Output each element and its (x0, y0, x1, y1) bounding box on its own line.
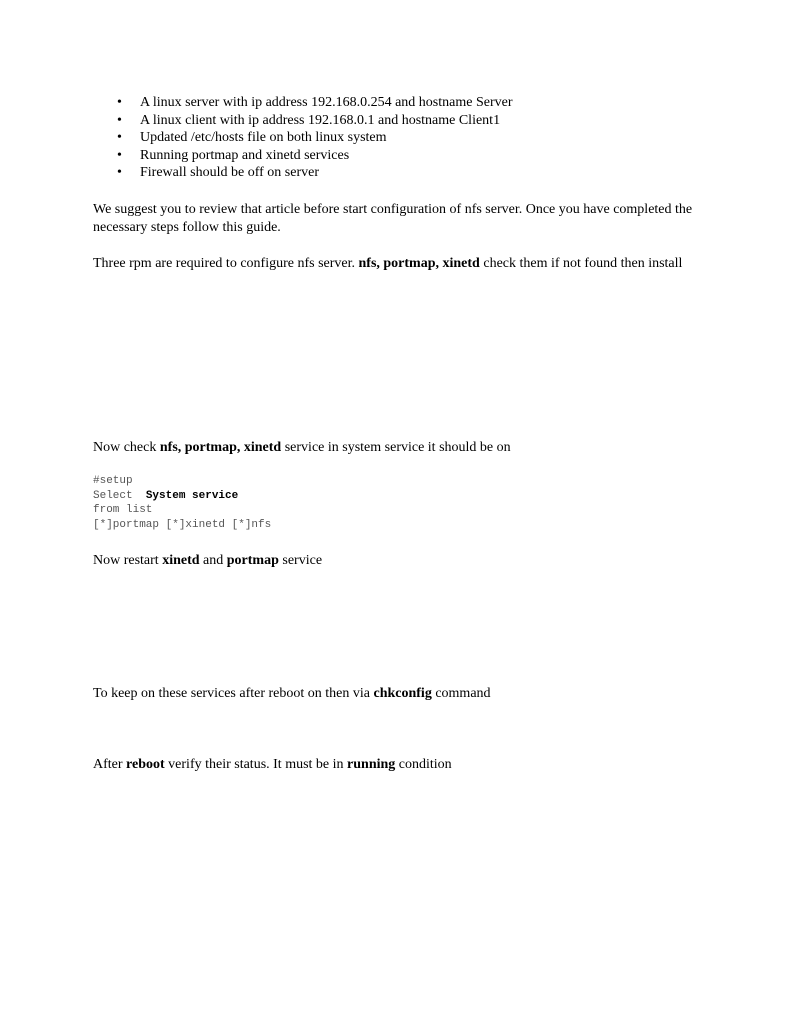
code-line (93, 489, 271, 504)
bullet-icon: • (117, 147, 122, 163)
list-item (93, 112, 693, 130)
bullet-icon: • (117, 112, 122, 128)
check-text-start: Now check (93, 440, 160, 455)
rpm-text-start: Three rpm are required to configure nfs server. (93, 256, 359, 271)
reboot-word: reboot (126, 757, 165, 772)
code-line: #setup (93, 475, 133, 487)
requirements-list (93, 94, 693, 182)
bullet-icon: • (117, 95, 122, 110)
code-select-text: Select (93, 489, 146, 502)
list-item-text: Updated /etc/hosts file on both linux system (140, 130, 387, 146)
list-item (93, 164, 693, 182)
reboot-text-mid: verify their status. It must be in (164, 757, 348, 772)
rpm-packages: nfs, portmap, xinetd (358, 256, 480, 271)
restart-text-mid: and (199, 553, 227, 568)
list-item-text: A linux client with ip address 192.168.0.1 and hostname Client1 (140, 112, 501, 128)
chkconfig-text-start: To keep on these services after reboot on then via (93, 686, 374, 701)
check-paragraph (93, 439, 703, 457)
bullet-icon: • (117, 165, 122, 181)
code-system-service: System service (145, 489, 239, 502)
chkconfig-command: chkconfig (373, 686, 432, 701)
setup-code-block (93, 474, 271, 532)
restart-text-start: Now restart (93, 553, 163, 568)
list-item-text: A linux server with ip address 192.168.0.254 and hostname Server (140, 95, 513, 110)
list-item (93, 129, 693, 147)
rpm-text-end: check them if not found then install (479, 256, 683, 271)
restart-text-end: service (278, 553, 323, 568)
review-paragraph: We suggest you to review that article before start configuration of nfs server. Once you have completed the necessary steps follow this guide. (93, 202, 693, 235)
bullet-icon: • (117, 130, 122, 146)
check-text-end: service in system service it should be on (281, 440, 511, 455)
check-services: nfs, portmap, xinetd (159, 440, 282, 455)
list-item (93, 147, 693, 165)
restart-xinetd: xinetd (162, 553, 200, 568)
rpm-paragraph (93, 255, 703, 273)
running-word: running (347, 757, 396, 772)
code-line: from list (93, 504, 153, 517)
restart-paragraph (93, 552, 703, 570)
list-item-text: Running portmap and xinetd services (140, 147, 350, 163)
code-line: [*]portmap [*]xinetd [*]nfs (93, 518, 272, 531)
chkconfig-text-end: command (431, 686, 491, 701)
reboot-paragraph (93, 756, 703, 774)
list-item-text: Firewall should be off on server (140, 165, 319, 181)
reboot-text-end: condition (395, 757, 452, 772)
reboot-text-start: After (93, 757, 127, 772)
chkconfig-paragraph (93, 685, 703, 703)
restart-portmap: portmap (226, 553, 279, 568)
list-item (93, 94, 693, 112)
